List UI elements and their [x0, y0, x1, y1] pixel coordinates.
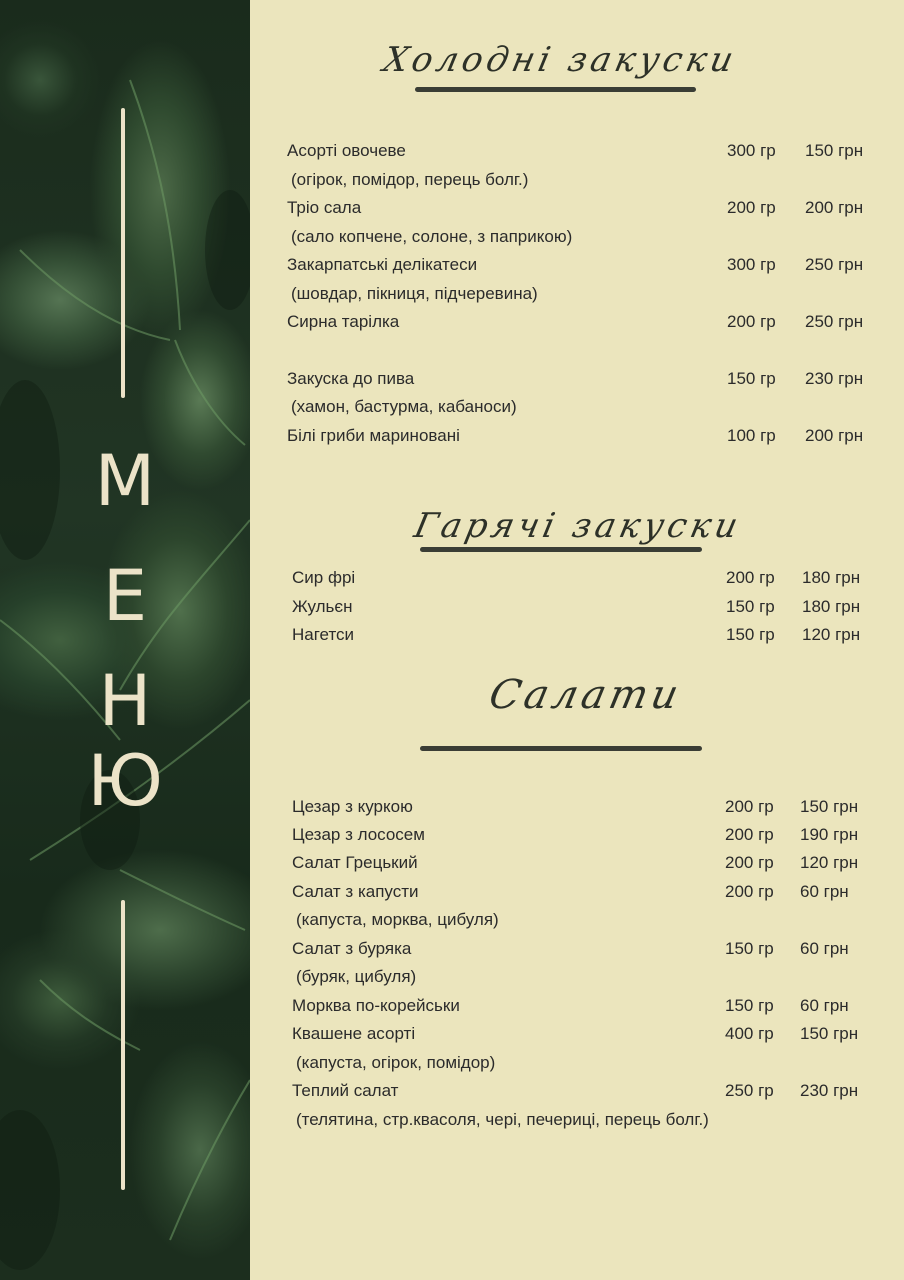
item-price: 180 грн: [802, 597, 861, 616]
section-heading-salads: Салати: [485, 672, 687, 718]
item-name: Сир фрі: [292, 568, 356, 587]
menu-item-row: [0, 255, 904, 283]
item-weight: 200 гр: [725, 882, 774, 901]
item-weight: 150 гр: [725, 939, 774, 958]
item-ingredients: (телятина, стр.квасоля, чері, печериці, перець болг.): [296, 1110, 709, 1129]
menu-item-row: [0, 996, 904, 1024]
item-ingredients: (капуста, морква, цибуля): [296, 910, 499, 929]
item-weight: 300 гр: [727, 255, 776, 274]
item-ingredients: (хамон, бастурма, кабаноси): [291, 397, 517, 416]
menu-item-row: [0, 825, 904, 853]
item-price: 190 грн: [800, 825, 859, 844]
menu-item-note: [0, 910, 904, 938]
menu-item-note: [0, 284, 904, 312]
item-name: Білі гриби мариновані: [287, 426, 460, 445]
menu-item-note: [0, 1053, 904, 1081]
item-weight: 400 гр: [725, 1024, 774, 1043]
item-name: Салат Грецький: [292, 853, 418, 872]
menu-item-row: [0, 625, 904, 653]
item-weight: 250 гр: [725, 1081, 774, 1100]
menu-item-row: [0, 1081, 904, 1109]
item-price: 60 грн: [800, 996, 849, 1015]
item-name: Цезар з куркою: [292, 797, 413, 816]
menu-item-row: [0, 882, 904, 910]
heading-underline: [420, 547, 702, 552]
item-name: Салат з капусти: [292, 882, 419, 901]
item-weight: 150 гр: [726, 597, 775, 616]
item-weight: 200 гр: [726, 568, 775, 587]
item-weight: 150 гр: [725, 996, 774, 1015]
item-ingredients: (сало копчене, солоне, з паприкою): [291, 227, 573, 246]
item-weight: 200 гр: [725, 797, 774, 816]
item-price: 250 грн: [805, 255, 864, 274]
item-ingredients: (огірок, помідор, перець болг.): [291, 170, 529, 189]
item-name: Морква по-корейськи: [292, 996, 460, 1015]
menu-item-note: [0, 967, 904, 995]
item-weight: 100 гр: [727, 426, 776, 445]
item-name: Цезар з лососем: [292, 825, 425, 844]
item-price: 60 грн: [800, 939, 849, 958]
menu-item-row: [0, 198, 904, 226]
menu-item-row: [0, 1024, 904, 1052]
item-price: 150 грн: [805, 141, 864, 160]
item-name: Нагетси: [292, 625, 355, 644]
item-weight: 300 гр: [727, 141, 776, 160]
item-name: Сирна тарілка: [287, 312, 400, 331]
item-name: Жульєн: [292, 597, 353, 616]
item-name: Салат з буряка: [292, 939, 412, 958]
item-price: 150 грн: [800, 1024, 859, 1043]
item-weight: 200 гр: [727, 312, 776, 331]
menu-title-letter-4: Ю: [87, 740, 163, 822]
menu-item-note: [0, 1110, 904, 1138]
heading-underline: [415, 87, 696, 92]
heading-underline: [420, 746, 702, 751]
menu-title-letter-1: М: [94, 440, 156, 522]
menu-title-letter-3: Н: [98, 660, 152, 742]
menu-item-row: [0, 426, 904, 454]
item-weight: 200 гр: [727, 198, 776, 217]
menu-item-note: [0, 397, 904, 425]
menu-item-row: [0, 369, 904, 397]
item-price: 60 грн: [800, 882, 849, 901]
item-price: 250 грн: [805, 312, 864, 331]
menu-item-note: [0, 170, 904, 198]
item-weight: 150 гр: [727, 369, 776, 388]
item-name: Тріо сала: [287, 198, 362, 217]
item-price: 180 грн: [802, 568, 861, 587]
menu-item-row: [0, 797, 904, 825]
menu-item-row: [0, 939, 904, 967]
item-name: Квашене асорті: [292, 1024, 416, 1043]
item-weight: 200 гр: [725, 853, 774, 872]
menu-item-row: [0, 853, 904, 881]
menu-item-note: [0, 227, 904, 255]
menu-item-row: [0, 597, 904, 625]
section-heading-cold-appetizers: Холодні закуски: [379, 40, 741, 80]
item-price: 120 грн: [800, 853, 859, 872]
item-ingredients: (буряк, цибуля): [296, 967, 417, 986]
section-heading-hot-appetizers: Гарячі закуски: [410, 506, 746, 546]
item-name: Закарпатські делікатеси: [287, 255, 478, 274]
item-price: 200 грн: [805, 198, 864, 217]
item-price: 200 грн: [805, 426, 864, 445]
item-weight: 150 гр: [726, 625, 775, 644]
menu-item-row: [0, 312, 904, 340]
item-ingredients: (капуста, огірок, помідор): [296, 1053, 496, 1072]
item-price: 230 грн: [805, 369, 864, 388]
item-ingredients: (шовдар, пікниця, підчеревина): [291, 284, 538, 303]
menu-title-letter-2: Е: [102, 555, 148, 637]
item-name: Теплий салат: [292, 1081, 399, 1100]
menu-item-row: [0, 141, 904, 169]
item-name: Асорті овочеве: [287, 141, 406, 160]
item-name: Закуска до пива: [287, 369, 415, 388]
item-weight: 200 гр: [725, 825, 774, 844]
item-price: 120 грн: [802, 625, 861, 644]
item-price: 150 грн: [800, 797, 859, 816]
menu-item-row: [0, 568, 904, 596]
item-price: 230 грн: [800, 1081, 859, 1100]
